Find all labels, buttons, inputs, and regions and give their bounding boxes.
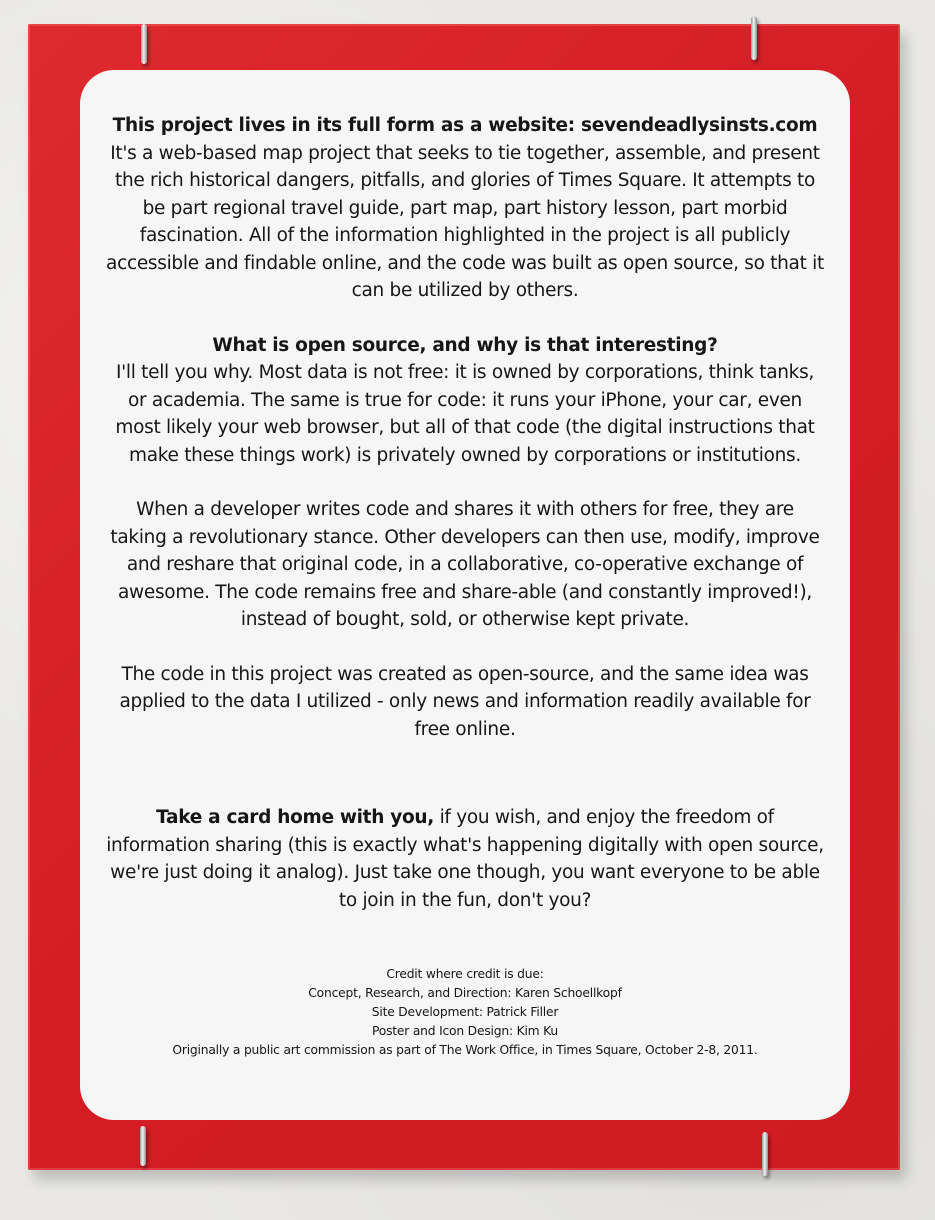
card-lead: Take a card home with you,	[156, 807, 435, 828]
intro-section	[80, 112, 850, 305]
project-code-paragraph: The code in this project was created as open-source, and the same idea was applied to the data I utilized - only news and information readily available for free online.	[119, 663, 811, 740]
credits-design: Poster and Icon Design: Kim Ku	[371, 1024, 559, 1038]
bottom-right-clip	[762, 1132, 768, 1176]
credits-title: Credit where credit is due:	[386, 967, 544, 981]
developer-paragraph: When a developer writes code and shares it with others for free, they are taking a revolutionary stance. Other developers can then use, modify, improve and reshare that original code, in a collaborative, co-operative exchange of awesome. The code remains free and share-able (and constantly improved!), instead of bought, sold, or otherwise kept private.	[110, 499, 820, 630]
card-rest: if you wish, and enjoy the freedom of information sharing (this is exactly what's happening digitally with open source, we're just doing it analog). Just take one though, you want everyone to be able to join in the fun, don't you?	[106, 807, 824, 911]
poster-text	[80, 112, 850, 941]
open-source-section	[80, 332, 850, 470]
open-source-heading: What is open source, and why is that interesting?	[212, 334, 718, 356]
top-right-clip	[751, 16, 757, 60]
intro-heading: This project lives in its full form as a website: sevendeadlysinsts.com	[112, 115, 818, 136]
credits-origin: Originally a public art commission as part of The Work Office, in Times Square, October 2-8, 2011.	[172, 1043, 758, 1057]
card-paragraph	[80, 804, 850, 914]
top-left-clip	[141, 24, 147, 64]
bottom-left-clip	[140, 1126, 146, 1166]
credits-concept: Concept, Research, and Direction: Karen Schoellkopf	[308, 986, 622, 1000]
credits-block	[80, 965, 850, 1060]
red-acrylic-frame	[28, 24, 900, 1170]
poster-panel	[80, 70, 850, 1120]
intro-body: It's a web-based map project that seeks to tie together, assemble, and present the rich historical dangers, pitfalls, and glories of Times Square. It attempts to be part regional travel guide, part map, part history lesson, part morbid fascination. All of the information highlighted in the project is all publicly accessible and findable online, and the code was built as open source, so that it can be utilized by others.	[106, 142, 824, 301]
open-source-body: I'll tell you why. Most data is not free: it is owned by corporations, think tanks, or academia. The same is true for code: it runs your iPhone, your car, even most likely your web browser, but all of that code (the digital instructions that make these things work) is privately owned by corporations or institutions.	[115, 362, 815, 466]
credits-site: Site Development: Patrick Filler	[371, 1005, 559, 1019]
